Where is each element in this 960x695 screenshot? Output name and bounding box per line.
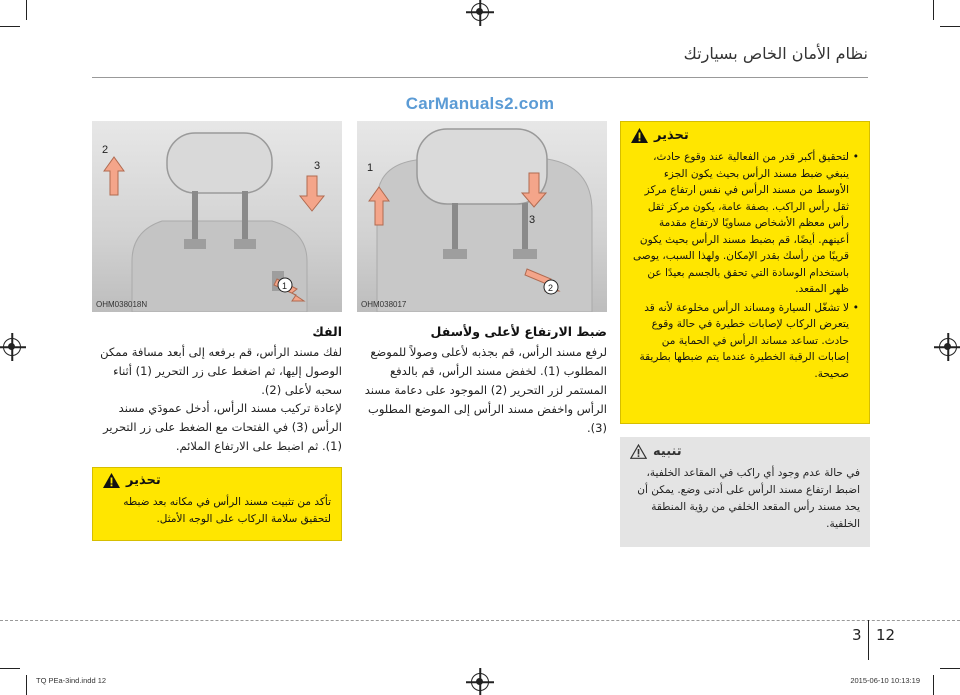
crop-mark: [940, 26, 960, 27]
crop-mark: [933, 0, 934, 20]
page-number-divider: [868, 620, 869, 660]
warning-box-left: [92, 467, 342, 541]
warning-item-1: [631, 149, 859, 298]
registration-mark-icon: [3, 338, 21, 356]
crop-mark: [0, 26, 20, 27]
arrow-down-icon: [300, 176, 324, 211]
headrest-illustration: [92, 121, 342, 312]
crop-mark: [0, 668, 20, 669]
warning-title: تحذير: [126, 473, 161, 488]
caution-text: في حالة عدم وجود أي راكب في المقاعد الخلفية، اضبط ارتفاع مسند الرأس على أدنى وضع. يمكن أن يحد مسند رأس المقعد الخلفي من رؤية المنطقة الخلفية.: [637, 467, 860, 530]
headrest-height-illustration: [357, 121, 607, 312]
marker-label: 3: [529, 214, 536, 226]
header-rule: [92, 77, 868, 78]
warning-triangle-icon: [103, 473, 120, 488]
registration-mark-icon: [471, 3, 489, 21]
height-paragraph: لرفع مسند الرأس، قم بجذبه لأعلى وصولاً للموضع المطلوب (1). لخفض مسند الرأس، قم بالدفع المستمر لزر التحرير (2) الموجود على دعامة مسند الرأس واخفض مسند الرأس إلى الموضع المطلوب (3).: [364, 345, 607, 435]
marker-label: 1: [367, 162, 374, 174]
registration-mark-icon: [939, 338, 957, 356]
photo-caption: OHM038017: [361, 300, 407, 309]
warning-item-text: لا تشغّل السيارة ومساند الرأس مخلوعة لأنه قد يتعرض الركاب لإصابات خطيرة في حالة وقوع حادث. تساعد مساند الرأس في الحماية من إصابات الرقبة الخطيرة عندما يتم ضبطها بطريقة صحيحة.: [639, 301, 849, 380]
warning-header: [631, 128, 859, 143]
watermark: CarManuals2.com: [405, 94, 555, 113]
headrest-removal-photo: [92, 121, 342, 312]
removal-paragraph-2: لإعادة تركيب مسند الرأس، أدخل عمودَي مسند الرأس (3) في الفتحات مع الضغط على زر التحرير (1). ثم اضبط على الارتفاع الملائم.: [103, 401, 342, 453]
section-title-removal: الفك: [312, 324, 342, 339]
marker-label: 2: [548, 283, 554, 293]
marker-label: 2: [102, 144, 109, 156]
warning-title: تحذير: [654, 128, 689, 143]
trim-dash-line: [0, 620, 960, 621]
footer-timestamp: 2015-06-10 10:13:19: [850, 676, 920, 685]
warning-item-2: [631, 300, 859, 383]
removal-paragraph-1: لفك مسند الرأس، قم برفعه إلى أبعد مسافة ممكن الوصول إليها، ثم اضغط على زر التحرير (1) أثناء سحبه لأعلى (2).: [100, 345, 342, 397]
footer-file-info: TQ PEa-3ind.indd 12: [36, 676, 107, 685]
page-number-chapter: 3: [852, 626, 862, 644]
registration-mark-icon: [471, 673, 489, 691]
page-number-page: 12: [876, 626, 896, 644]
warning-item-text: لتحقيق أكبر قدر من الفعالية عند وقوع حادث، ينبغي ضبط مسند الرأس بحيث يكون الجزء الأوسط من مسند الرأس في نفس ارتفاع مركز ثقل رأس الراكب. بصفة عامة، يكون مركز ثقل رأس معظم الأشخاص مساويًا لارتفاع مقدمة أعينهم. أيضًا، قم بضبط مسند الرأس بحيث يكون قريبًا من رأسك بقدر الإمكان. ولهذا السبب، يوصى باستخدام الوسادة التي تحقق بالجسم بعيدًا عن ظهر المقعد.: [632, 151, 849, 295]
warning-text: تأكد من تثبيت مسند الرأس في مكانه بعد ضبطه لتحقيق سلامة الركاب على الوجه الأمثل.: [123, 496, 331, 525]
marker-label: 3: [314, 160, 321, 172]
crop-mark: [26, 0, 27, 20]
crop-mark: [933, 675, 934, 695]
section-title-height: ضبط الارتفاع لأعلى ولأسفل: [430, 324, 607, 339]
bullet-icon: •: [852, 151, 859, 163]
caution-header: [630, 444, 860, 459]
headrest-height-photo: [357, 121, 607, 312]
warning-header: [103, 473, 331, 488]
photo-caption: OHM038018N: [96, 300, 148, 309]
arrow-up-icon: [104, 157, 124, 195]
crop-mark: [940, 668, 960, 669]
warning-triangle-icon: [631, 128, 648, 143]
caution-title: تنبيه: [653, 444, 682, 459]
bullet-icon: •: [852, 301, 859, 314]
page-header-title: نظام الأمان الخاص بسيارتك: [683, 44, 868, 63]
caution-triangle-icon: [630, 444, 647, 459]
marker-label: 1: [282, 281, 288, 291]
warning-box-right: [620, 121, 870, 424]
crop-mark: [26, 675, 27, 695]
caution-box: [620, 437, 870, 547]
